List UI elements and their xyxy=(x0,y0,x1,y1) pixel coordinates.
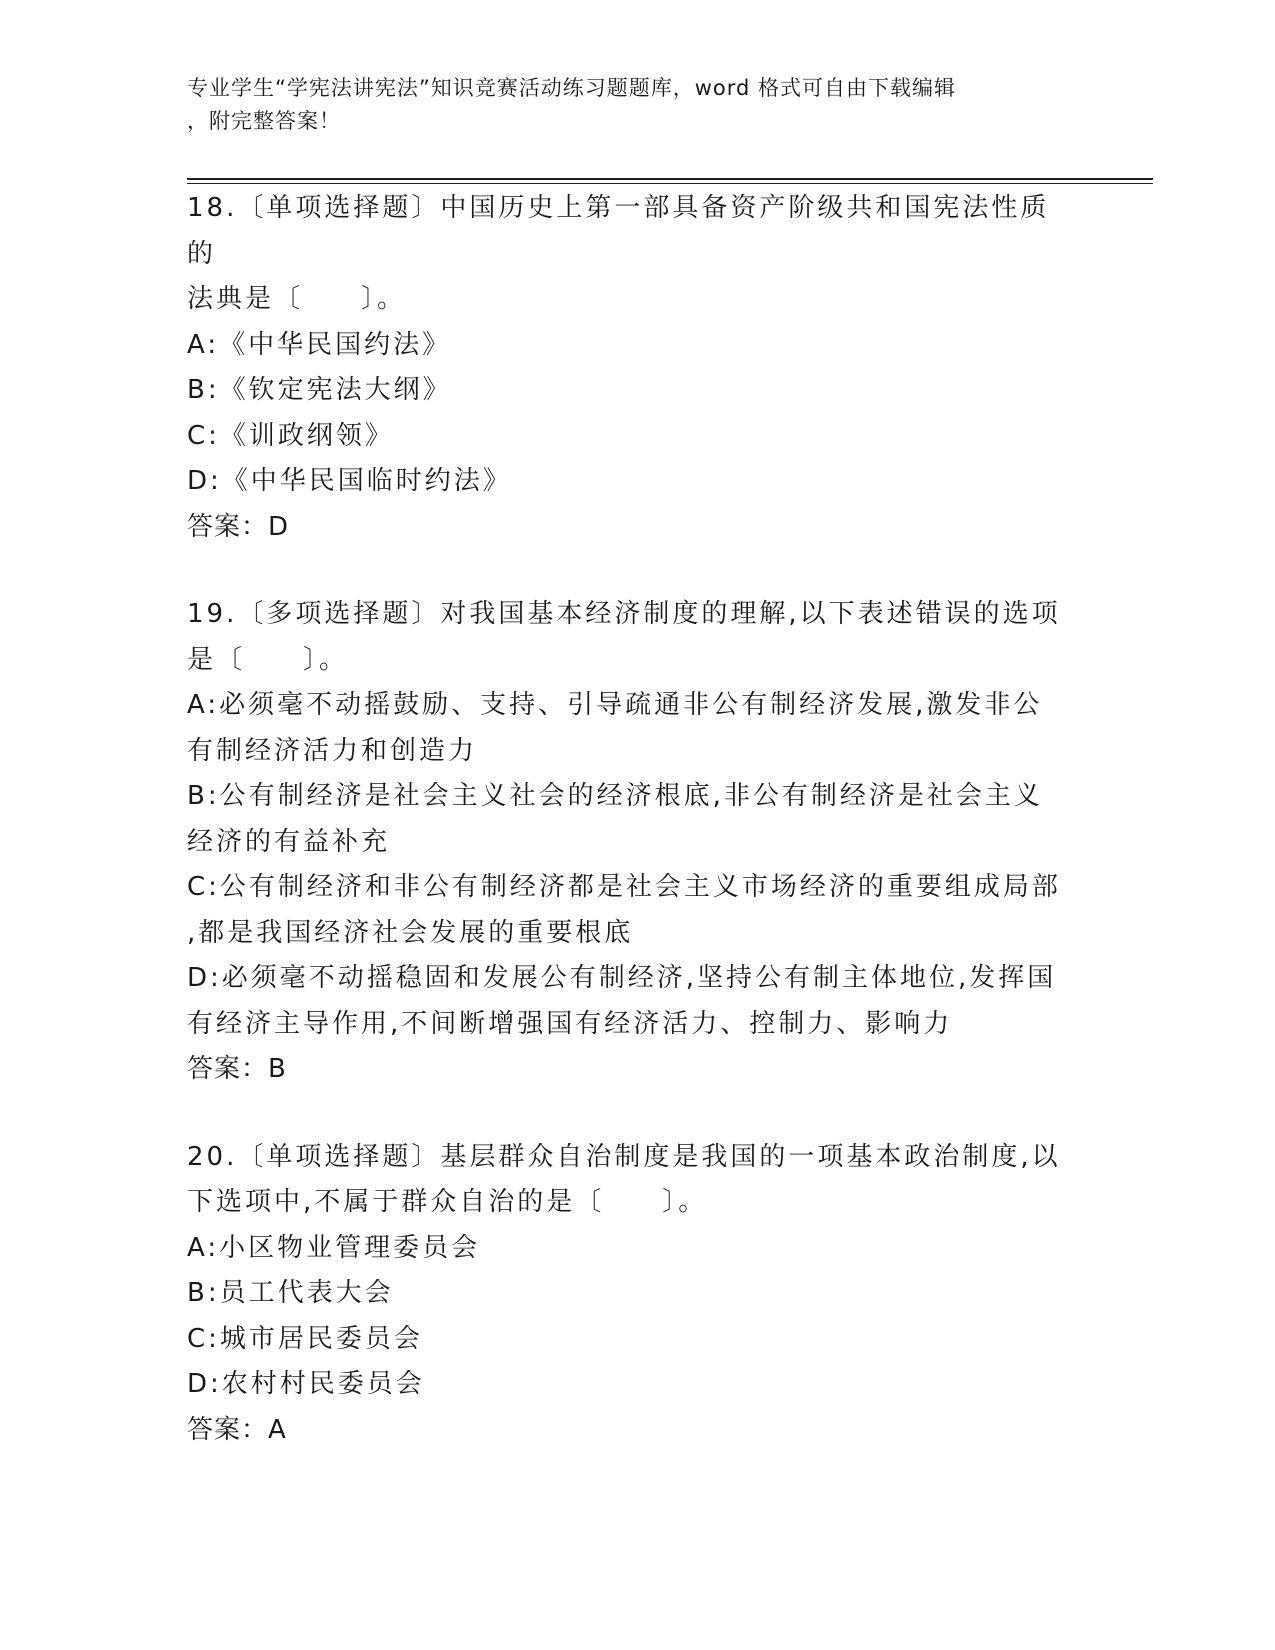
option-c-continued: ,都是我国经济社会发展的重要根底 xyxy=(187,917,634,948)
header-line-1: 专业学生“学宪法讲宪法”知识竞赛活动练习题题库，word 格式可自由下载编辑 xyxy=(187,76,957,100)
option-d-continued: 有经济主导作用,不间断增强国有经济活力、控制力、影响力 xyxy=(187,1008,953,1039)
page-header xyxy=(187,72,1067,138)
option-c: C:城市居民委员会 xyxy=(187,1323,423,1354)
question-list xyxy=(187,186,1067,1453)
question-stem: 19.〔多项选择题〕对我国基本经济制度的理解,以下表述错误的选项 xyxy=(187,599,1061,629)
answer: 答案：A xyxy=(187,1414,287,1445)
option-d: D:必须毫不动摇稳固和发展公有制经济,坚持公有制主体地位,发挥国 xyxy=(187,963,1057,993)
option-d: D:农村村民委员会 xyxy=(187,1369,425,1399)
question-stem-continued: 下选项中,不属于群众自治的是〔 〕。 xyxy=(187,1187,708,1217)
header-line-2: ，附完整答案！ xyxy=(187,109,341,133)
option-b: B:员工代表大会 xyxy=(187,1278,394,1308)
question-stem-continued: 法典是〔 〕。 xyxy=(187,284,407,314)
header-divider xyxy=(187,178,1153,184)
option-b-continued: 经济的有益补充 xyxy=(187,826,391,857)
option-b: B:《钦定宪法大纲》 xyxy=(187,375,452,405)
question-18 xyxy=(187,186,1067,550)
question-stem-continued: 是〔 〕。 xyxy=(187,644,349,675)
option-a: A:必须毫不动摇鼓励、支持、引导疏通非公有制经济发展,激发非公 xyxy=(187,690,1043,720)
option-c: C:公有制经济和非公有制经济都是社会主义市场经济的重要组成局部 xyxy=(187,872,1061,902)
option-a: A:小区物业管理委员会 xyxy=(187,1232,481,1263)
option-a: A:《中华民国约法》 xyxy=(187,329,452,360)
option-a-continued: 有制经济活力和创造力 xyxy=(187,735,478,766)
question-20 xyxy=(187,1135,1067,1454)
option-d: D:《中华民国临时约法》 xyxy=(187,466,512,496)
question-19 xyxy=(187,592,1067,1093)
question-stem: 18.〔单项选择题〕中国历史上第一部具备资产阶级共和国宪法性质的 xyxy=(187,193,1050,269)
option-c: C:《训政纲领》 xyxy=(187,420,394,451)
option-b: B:公有制经济是社会主义社会的经济根底,非公有制经济是社会主义 xyxy=(187,781,1043,811)
answer: 答案：D xyxy=(187,511,290,542)
question-stem: 20.〔单项选择题〕基层群众自治制度是我国的一项基本政治制度,以 xyxy=(187,1141,1061,1172)
answer: 答案：B xyxy=(187,1054,287,1084)
